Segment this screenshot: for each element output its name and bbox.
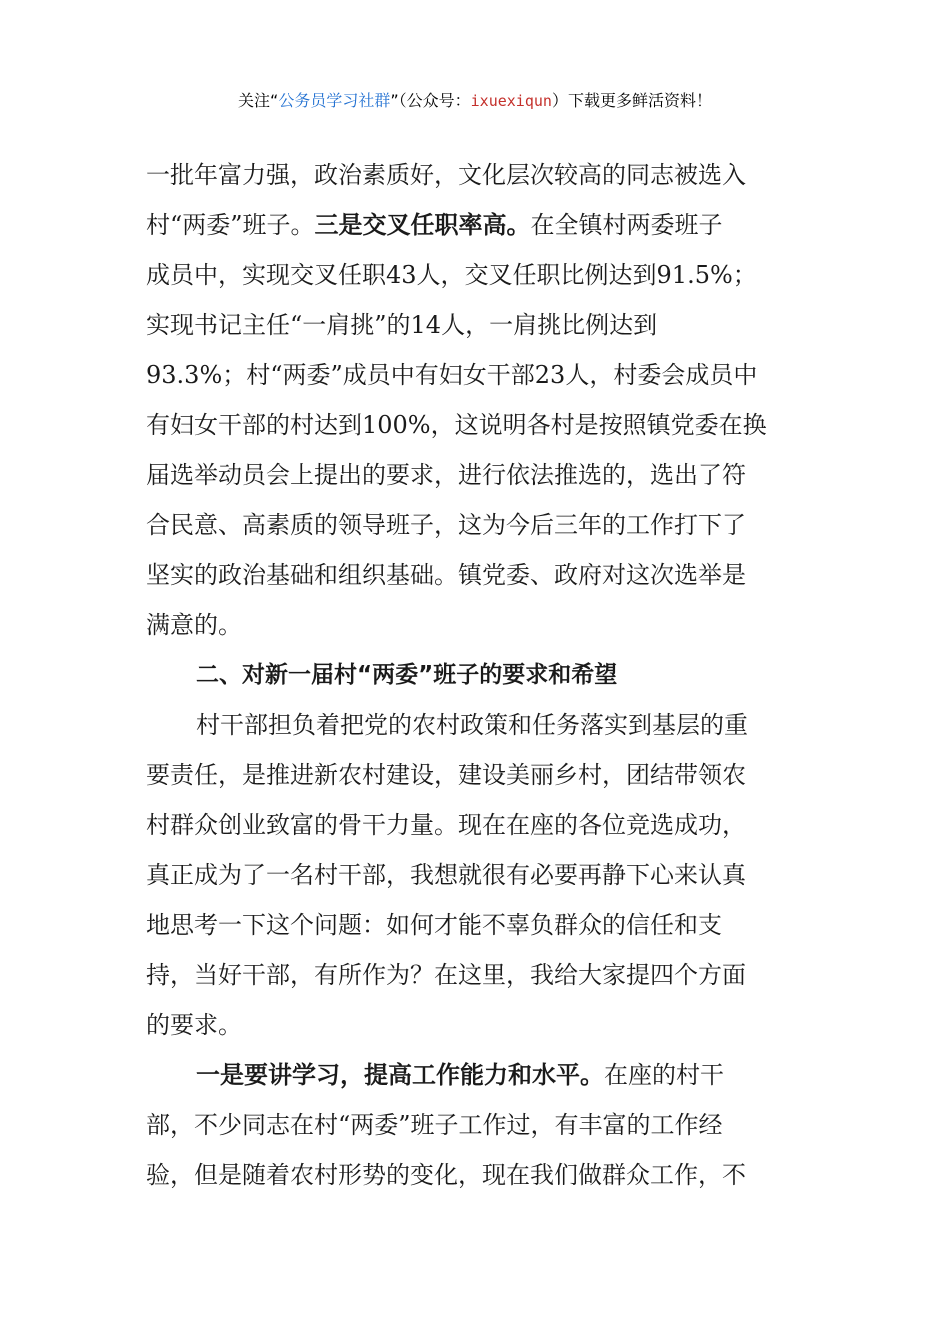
line-text: 在全镇村两委班子 <box>530 211 723 239</box>
text-line: 届选举动员会上提出的要求，进行依法推选的，选出了符 <box>146 461 746 489</box>
text-line: 成员中，实现交叉任职43人，交叉任职比例达到91.5%； <box>146 261 757 289</box>
text-line: 村群众创业致富的骨干力量。现在在座的各位竞选成功， <box>146 811 746 839</box>
text-line: 坚实的政治基础和组织基础。镇党委、政府对这次选举是 <box>146 561 746 589</box>
text-line: 一批年富力强，政治素质好，文化层次较高的同志被选入 <box>146 161 746 189</box>
line-text: 村“两委”班子。 <box>146 211 315 239</box>
text-line: 真正成为了一名村干部，我想就很有必要再静下心来认真 <box>146 861 746 889</box>
section-heading: 二、对新一届村“两委”班子的要求和希望 <box>196 662 618 688</box>
line-text: 在座的村干 <box>604 1061 724 1089</box>
bold-phrase: 三是交叉任职率高。 <box>314 210 531 239</box>
account-id: ixuexiqun <box>470 92 552 110</box>
text-line <box>146 200 811 250</box>
text-line: 93.3%；村“两委”成员中有妇女干部23人，村委会成员中 <box>146 361 758 389</box>
header-prefix: 关注“ <box>238 91 279 110</box>
text-line: 要责任，是推进新农村建设，建设美丽乡村，团结带领农 <box>146 761 746 789</box>
text-line: 验，但是随着农村形势的变化，现在我们做群众工作，不 <box>146 1161 746 1189</box>
text-line: 地思考一下这个问题：如何才能不辜负群众的信任和支 <box>146 911 722 939</box>
account-name: 公务员学习社群 <box>278 91 391 110</box>
document-body <box>146 150 811 1200</box>
text-line: 合民意、高素质的领导班子，这为今后三年的工作打下了 <box>146 511 746 539</box>
text-line: 村干部担负着把党的农村政策和任务落实到基层的重 <box>196 711 748 739</box>
text-line: 有妇女干部的村达到100%，这说明各村是按照镇党委在换 <box>146 411 767 439</box>
header-middle: ”（公众号： <box>390 91 471 110</box>
bold-phrase: 一是要讲学习，提高工作能力和水平。 <box>196 1060 604 1089</box>
promo-header <box>0 88 950 111</box>
text-line: 的要求。 <box>146 1011 242 1039</box>
text-line <box>146 1050 811 1100</box>
text-line: 满意的。 <box>146 611 242 639</box>
text-line: 持，当好干部，有所作为？在这里，我给大家提四个方面 <box>146 961 746 989</box>
text-line: 部，不少同志在村“两委”班子工作过，有丰富的工作经 <box>146 1111 723 1139</box>
text-line: 实现书记主任“一肩挑”的14人，一肩挑比例达到 <box>146 311 658 339</box>
header-suffix: ）下载更多鲜活资料！ <box>551 91 712 110</box>
